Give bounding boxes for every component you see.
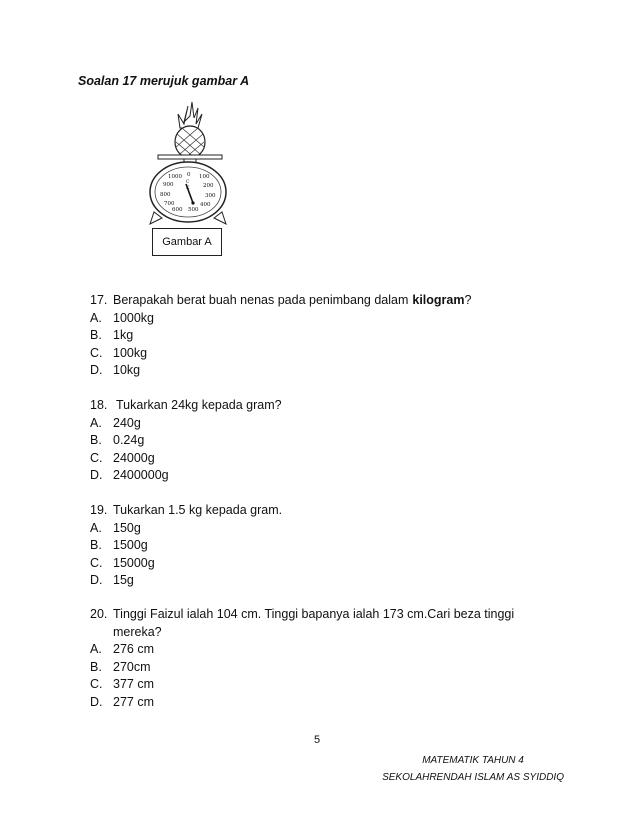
option-b: B. 270cm [90, 659, 151, 674]
dial-label-400: 400 [200, 202, 211, 208]
option-d: D. 15g [90, 573, 134, 588]
option-a: A. 276 cm [90, 642, 154, 657]
option-d: D. 277 cm [90, 694, 154, 709]
question-number: 18. [90, 398, 108, 412]
dial-label-0: 0 [187, 172, 191, 178]
option-c: C. 377 cm [90, 677, 154, 692]
dial-label-500: 500 [188, 207, 199, 213]
page-footer [382, 752, 564, 786]
intro-heading: Soalan 17 merujuk gambar A [78, 74, 250, 88]
option-d: D. 2400000g [90, 468, 169, 483]
option-c: C. 15000g [90, 555, 155, 570]
dial-label-800: 800 [160, 192, 171, 198]
option-c: C. 100kg [90, 345, 148, 360]
footer-school: SEKOLAHRENDAH ISLAM AS SYIDDIQ [382, 772, 564, 783]
dial-label-200: 200 [203, 183, 214, 189]
option-b: B. 0.24g [90, 433, 145, 448]
option-a: A. 150g [90, 520, 141, 535]
dial-label-300: 300 [205, 193, 216, 199]
question-number: 17. [90, 293, 108, 307]
pineapple-scale-illustration [140, 100, 240, 240]
dial-label-100: 100 [199, 174, 210, 180]
figure-caption: Gambar A [152, 228, 222, 256]
option-a: A. 1000kg [90, 310, 155, 325]
question-number: 20. [90, 607, 108, 621]
question-17 [90, 292, 570, 380]
dial-label-900: 900 [163, 182, 174, 188]
question-18 [90, 397, 570, 485]
dial-letter-c: C [186, 180, 190, 185]
question-19 [90, 502, 570, 590]
question-stem-bold: kilogram [412, 293, 465, 307]
page-number: 5 [314, 734, 321, 746]
option-a: A. 240g [90, 415, 141, 430]
question-stem: Berapakah berat buah nenas pada penimbang dalam kilogram? [113, 293, 472, 307]
question-stem: Tukarkan 24kg kepada gram? [116, 398, 282, 412]
question-stem: Tukarkan 1.5 kg kepada gram. [113, 503, 283, 517]
question-20 [90, 606, 570, 712]
dial-label-1000: 1000 [168, 174, 182, 180]
question-stem: Tinggi Faizul ialah 104 cm. Tinggi bapanya ialah 173 cm.Cari beza tinggi mereka? [113, 607, 515, 639]
footer-subject: MATEMATIK TAHUN 4 [422, 755, 524, 766]
question-number: 19. [90, 503, 108, 517]
dial-label-700: 700 [164, 201, 175, 207]
option-d: D. 10kg [90, 363, 141, 378]
option-b: B. 1500g [90, 538, 148, 553]
option-c: C. 24000g [90, 450, 155, 465]
dial-label-600: 600 [172, 207, 183, 213]
option-b: B. 1kg [90, 328, 134, 343]
